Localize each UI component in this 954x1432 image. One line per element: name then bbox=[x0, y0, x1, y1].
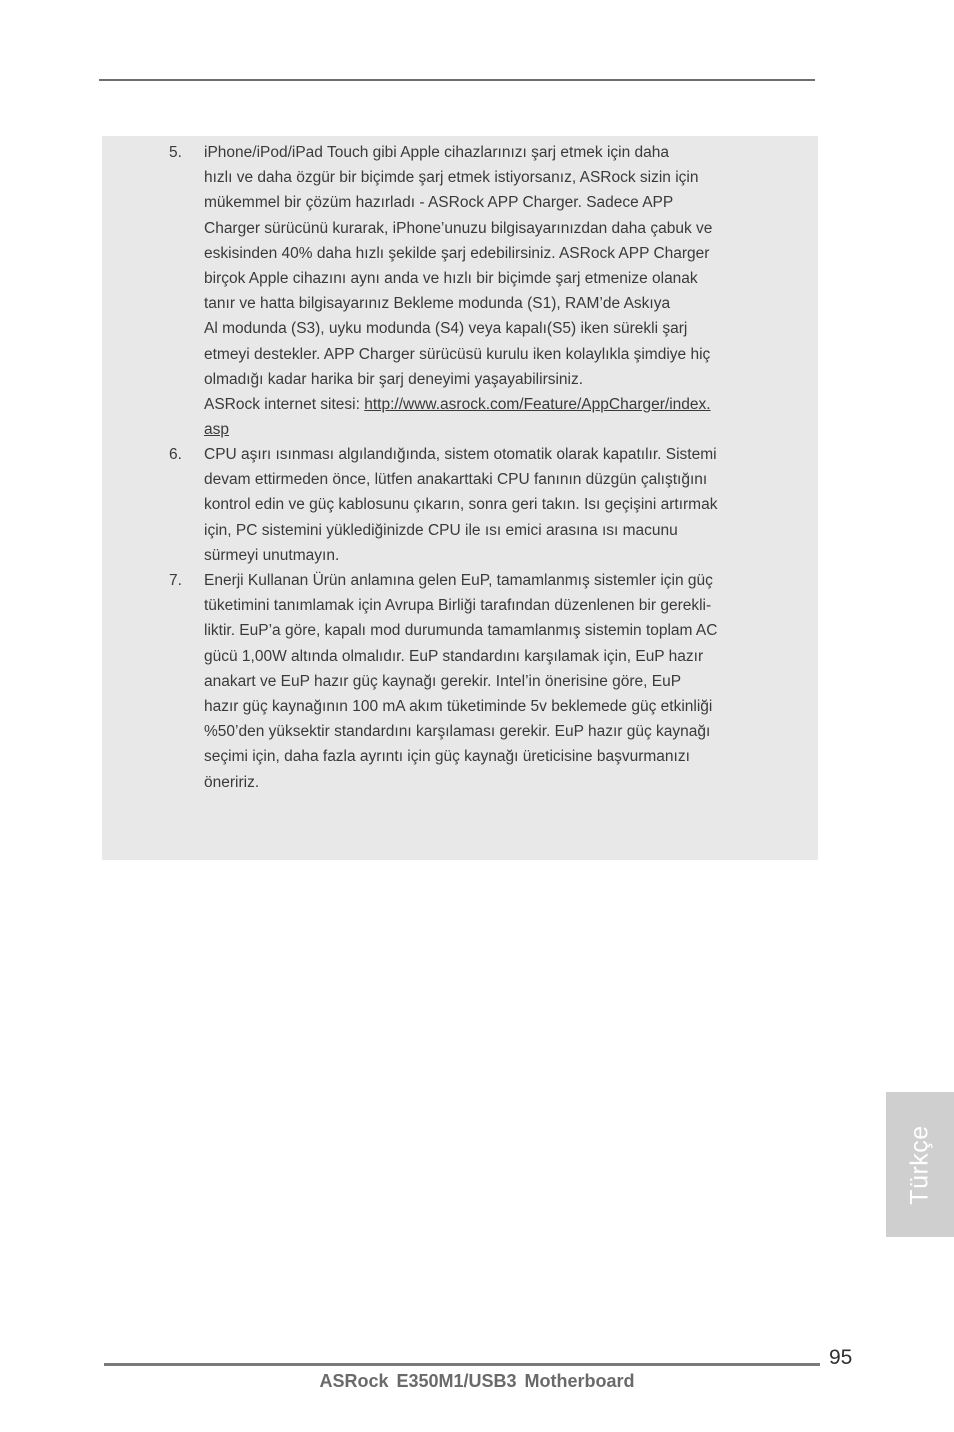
text-line: için, PC sistemini yüklediğinizde CPU ile ısı emici arasına ısı macunu bbox=[204, 521, 678, 539]
text-line: seçimi için, daha fazla ayrıntı için güç kaynağı üreticisine başvurmanızı bbox=[204, 748, 690, 766]
text-line: Charger sürücünü kurarak, iPhone’unuzu bilgisayarınızdan daha çabuk ve bbox=[204, 219, 713, 237]
text-line: anakart ve EuP hazır güç kaynağı gerekir. Intel’in önerisine göre, EuP bbox=[204, 672, 682, 690]
text-line: mükemmel bir çözüm hazırladı - ASRock APP Charger. Sadece APP bbox=[204, 194, 674, 212]
text-line: hazır güç kaynağının 100 mA akım tüketiminde 5v beklemede güç etkinliği bbox=[204, 698, 713, 716]
notes-panel bbox=[102, 136, 818, 860]
text-line: birçok Apple cihazını aynı anda ve hızlı bir biçimde şarj etmenize olanak bbox=[204, 270, 698, 288]
text-line: CPU aşırı ısınması algılandığında, sistem otomatik olarak kapatılır. Sistemi bbox=[204, 446, 717, 463]
list-item-text bbox=[204, 140, 774, 442]
language-tab-label: Türkçe bbox=[905, 1124, 934, 1205]
text-line: iPhone/iPod/iPad Touch gibi Apple cihazlarınızı şarj etmek için daha bbox=[204, 144, 669, 161]
text-line: liktir. EuP’a göre, kapalı mod durumunda tamamlanmış sistemin toplam AC bbox=[204, 622, 718, 640]
appcharger-link[interactable]: http://www.asrock.com/Feature/AppCharger/index. bbox=[364, 396, 711, 414]
text-line: sürmeyi unutmayın. bbox=[204, 546, 340, 564]
website-label: ASRock internet sitesi: bbox=[204, 396, 365, 414]
website-line bbox=[204, 392, 774, 417]
list-item-text bbox=[204, 442, 774, 568]
website-line-continued bbox=[204, 417, 774, 442]
appcharger-link-continued[interactable]: asp bbox=[204, 421, 229, 439]
text-line: Al modunda (S3), uyku modunda (S4) veya kapalı(S5) iken sürekli şarj bbox=[204, 320, 688, 338]
text-line: kontrol edin ve güç kablosunu çıkarın, sonra geri takın. Isı geçişini artırmak bbox=[204, 496, 718, 514]
text-line: tüketimini tanımlamak için Avrupa Birliği tarafından düzenlenen bir gerekli- bbox=[204, 597, 712, 615]
text-line: hızlı ve daha özgür bir biçimde şarj etmek istiyorsanız, ASRock sizin için bbox=[204, 169, 699, 187]
list-item-text bbox=[204, 568, 774, 795]
page-number: 95 bbox=[829, 1346, 853, 1369]
header-rule bbox=[99, 79, 815, 81]
list-item-number: 6. bbox=[169, 446, 182, 463]
text-line: olmadığı kadar harika bir şarj deneyimi yaşayabilirsiniz. bbox=[204, 370, 584, 388]
text-line: öneririz. bbox=[204, 773, 260, 791]
footer-title: ASRock E350M1/USB3 Motherboard bbox=[319, 1371, 635, 1391]
text-line: devam ettirmeden önce, lütfen anakarttaki CPU fanının düzgün çalıştığını bbox=[204, 471, 708, 489]
text-line: gücü 1,00W altında olmalıdır. EuP standardını karşılamak için, EuP hazır bbox=[204, 647, 704, 665]
footer-rule bbox=[104, 1363, 820, 1366]
language-tab bbox=[886, 1092, 954, 1237]
list-item-number: 5. bbox=[169, 144, 182, 161]
text-line: tanır ve hatta bilgisayarınız Bekleme modunda (S1), RAM’de Askıya bbox=[204, 295, 671, 313]
text-line: etmeyi destekler. APP Charger sürücüsü kurulu iken kolaylıkla şimdiye hiç bbox=[204, 345, 711, 363]
text-line: %50’den yüksektir standardını karşılaması gerekir. EuP hazır güç kaynağı bbox=[204, 723, 711, 741]
list-item-number: 7. bbox=[169, 572, 182, 589]
text-line: eskisinden 40% daha hızlı şekilde şarj edebilirsiniz. ASRock APP Charger bbox=[204, 244, 710, 262]
text-line: Enerji Kullanan Ürün anlamına gelen EuP, tamamlanmış sistemler için güç bbox=[204, 572, 713, 589]
